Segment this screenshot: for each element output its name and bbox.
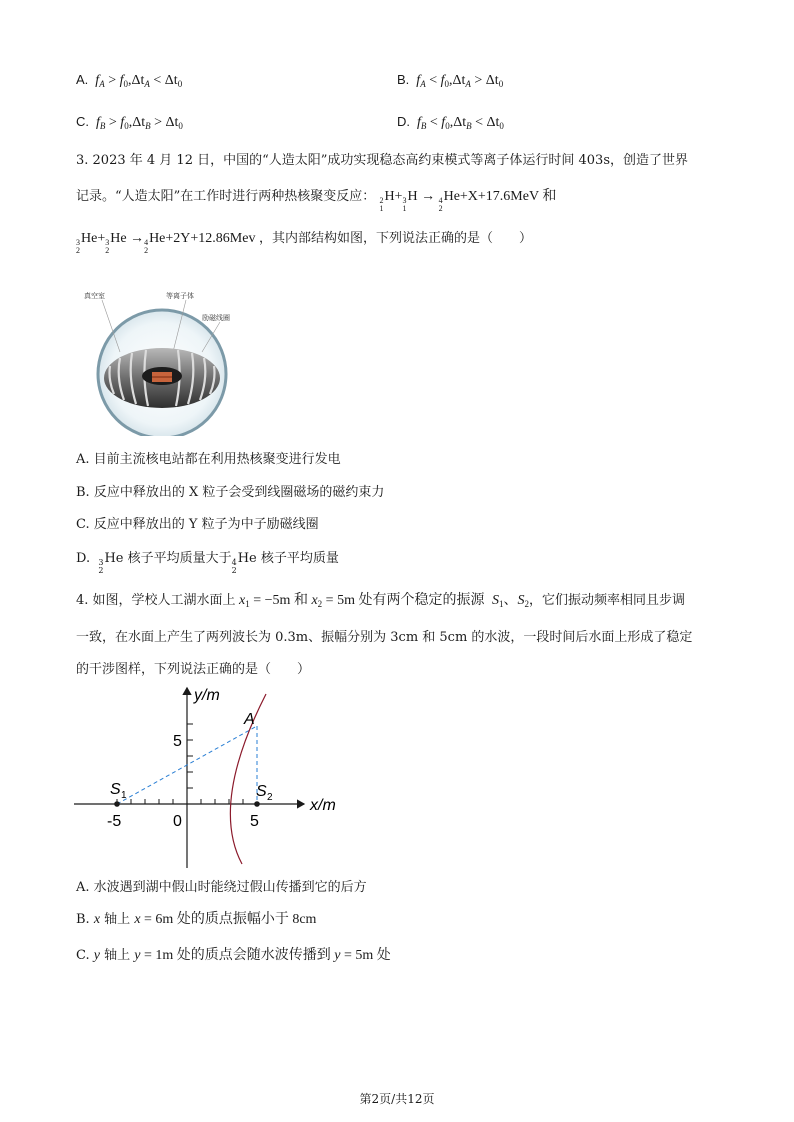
q3-option-a: A. 目前主流核电站都在利用热核聚变进行发电 (76, 452, 341, 467)
point-s2 (254, 801, 260, 807)
q2-option-d: D. $f_B < f_0,\Delta t_B < \Delta t_0$ (397, 114, 504, 131)
x-tick-5: 5 (250, 813, 259, 830)
label-vacuum: 真空室 (84, 293, 105, 300)
q4-option-a: A. 水波遇到湖中假山时能绕过假山传播到它的后方 (76, 880, 367, 895)
label-s2: S (256, 783, 267, 800)
interference-graph (70, 684, 350, 870)
q3-line-2: 记录。“人造太阳”在工作时进行两种热核聚变反应： 2 1 H+ 3 1 H → 4 2 He+X+17.6MeV 和 (76, 189, 557, 213)
tokamak-figure (74, 286, 254, 436)
label-point-a: A (244, 711, 255, 728)
q2-option-a: A. $f_A > f_0,\Delta t_A < \Delta t_0$ (76, 72, 183, 89)
q3-line-3: 3 2 He+ 3 2 He → 4 2 He+2Y+12.86Mev ，其内部结构如图，下列说法正确的是（ ） (76, 231, 532, 255)
label-s2-sub: 2 (267, 792, 273, 803)
q4-line-1: 4. 如图，学校人工湖水面上 $x_1 = -5m$ 和 $x_2 = 5m$ 处有两个稳定的振源 $S_1$、$S_2$，它们振动频率相同且步调 (76, 593, 685, 609)
y-tick-5: 5 (173, 733, 182, 750)
q2-option-b: B. $f_A < f_0,\Delta t_A > \Delta t_0$ (397, 72, 504, 89)
label-s1: S (110, 781, 121, 798)
point-s1 (114, 801, 120, 807)
q3-option-b: B. 反应中释放出的 X 粒子会受到线圈磁场的磁约束力 (76, 485, 385, 500)
q4-line-2: 一致，在水面上产生了两列波长为 0.3m、振幅分别为 3cm 和 5cm 的水波，一段时间后水面上形成了稳定 (76, 630, 693, 645)
label-plasma: 等离子体 (166, 293, 194, 300)
x-tick-0: 0 (173, 813, 182, 830)
label-s1-sub: 1 (121, 790, 127, 801)
x-axis-label: x/m (310, 797, 336, 814)
q3-option-d: D. 3 2 He 核子平均质量大于 4 2 He 核子平均质量 (76, 551, 339, 575)
y-axis-label: y/m (194, 687, 220, 704)
page-footer: 第2页/共12页 (359, 1092, 435, 1106)
label-coil: 励磁线圈 (202, 315, 230, 322)
q4-line-3: 的干涉图样，下列说法正确的是（ ） (76, 662, 311, 677)
q2-option-c: C. $f_B > f_0,\Delta t_B > \Delta t_0$ (76, 114, 183, 131)
q3-option-c: C. 反应中释放出的 Y 粒子为中子励磁线圈 (76, 517, 319, 532)
q4-option-c: C. y 轴上 y = 1m 处的质点会随水波传播到 y = 5m 处 (76, 948, 391, 963)
x-ticks (117, 799, 243, 804)
q3-line-1: 3. 2023 年 4 月 12 日，中国的“人造太阳”成功实现稳态高约束模式等离子体运行时间 403s，创造了世界 (76, 153, 689, 168)
x-tick-neg5: -5 (107, 813, 122, 830)
q4-option-b: B. x 轴上 x = 6m 处的质点振幅小于 8cm (76, 912, 317, 927)
y-ticks (187, 724, 193, 788)
